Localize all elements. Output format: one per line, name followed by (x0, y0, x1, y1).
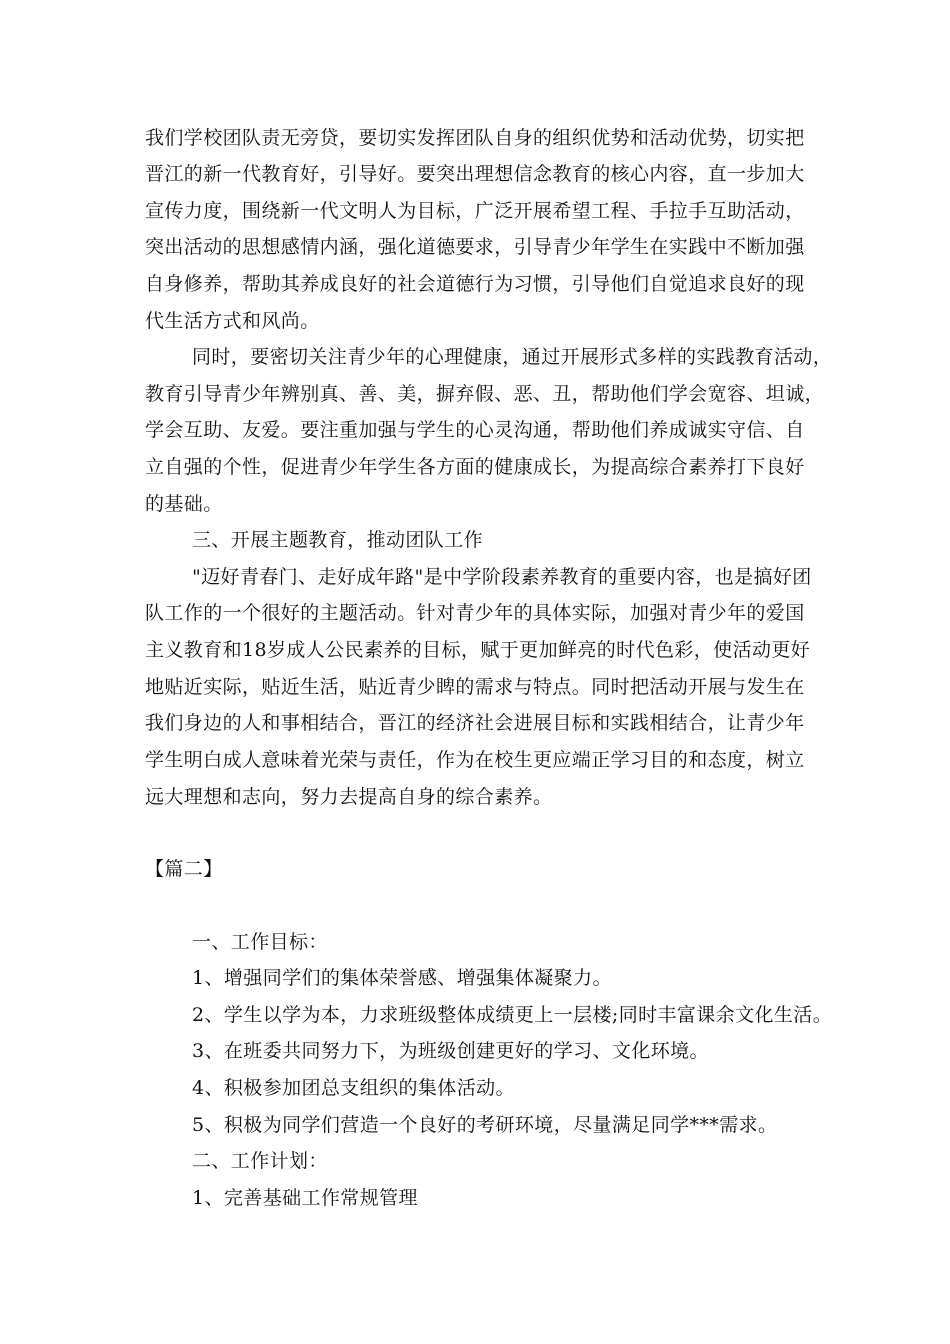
goal-item-2: 2、学生以学为本，力求班级整体成绩更上一层楼;同时丰富课余文化生活。 (192, 1004, 833, 1026)
goal-item-5: 5、积极为同学们营造一个良好的考研环境，尽量满足同学***需求。 (192, 1114, 778, 1136)
para3-line-2: 队工作的一个很好的主题活动。针对青少年的具体实际，加强对青少年的爱国 (145, 602, 805, 624)
para2-line-2: 教育引导青少年辨别真、善、美，摒弃假、恶、丑，帮助他们学会宽容、坦诚， (145, 383, 825, 405)
para1-line-6: 代生活方式和风尚。 (145, 310, 320, 332)
para3-line-1: "迈好青春门、走好成年路"是中学阶段素养教育的重要内容，也是搞好团 (192, 566, 812, 588)
para3-line-3: 主义教育和18岁成人公民素养的目标，赋于更加鲜亮的时代色彩，使活动更好 (145, 639, 811, 661)
plan-heading: 二、工作计划： (192, 1150, 328, 1172)
para3-line-6: 学生明白成人意味着光荣与责任，作为在校生更应端正学习目的和态度，树立 (145, 749, 805, 771)
para1-line-2: 晋江的新一代教育好，引导好。要突出理想信念教育的核心内容，直一步加大 (145, 163, 805, 185)
para3-line-7: 远大理想和志向，努力去提高自身的综合素养。 (145, 786, 553, 808)
section-label: 【篇二】 (145, 858, 223, 880)
section-heading-3: 三、开展主题教育，推动团队工作 (192, 529, 484, 551)
goal-item-3: 3、在班委共同努力下，为班级创建更好的学习、文化环境。 (192, 1040, 709, 1062)
para2-line-4: 立自强的个性，促进青少年学生各方面的健康成长，为提高综合素养打下良好 (145, 456, 805, 478)
para1-line-4: 突出活动的思想感情内涵，强化道德要求，引导青少年学生在实践中不断加强 (145, 236, 805, 258)
para3-line-4: 地贴近实际，贴近生活，贴近青少睥的需求与特点。同时把活动开展与发生在 (145, 676, 805, 698)
goals-heading: 一、工作目标： (192, 931, 328, 953)
para1-line-5: 自身修养，帮助其养成良好的社会道德行为习惯，引导他们自觉追求良好的现 (145, 273, 805, 295)
para2-line-3: 学会互助、友爱。要注重加强与学生的心灵沟通，帮助他们养成诚实守信、自 (145, 419, 805, 441)
para1-line-3: 宣传力度，围绕新一代文明人为目标，广泛开展希望工程、手拉手互助活动， (145, 200, 805, 222)
goal-item-1: 1、增强同学们的集体荣誉感、增强集体凝聚力。 (192, 967, 612, 989)
para3-line-5: 我们身边的人和事相结合，晋江的经济社会进展目标和实践相结合，让青少年 (145, 712, 805, 734)
para2-line-1: 同时，要密切关注青少年的心理健康，通过开展形式多样的实践教育活动， (192, 346, 833, 368)
para2-line-5: 的基础。 (145, 493, 223, 515)
goal-item-4: 4、积极参加团总支组织的集体活动。 (192, 1077, 515, 1099)
para1-line-1: 我们学校团队责无旁贷，要切实发挥团队自身的组织优势和活动优势，切实把 (145, 127, 805, 149)
plan-item-1: 1、完善基础工作常规管理 (192, 1187, 418, 1209)
